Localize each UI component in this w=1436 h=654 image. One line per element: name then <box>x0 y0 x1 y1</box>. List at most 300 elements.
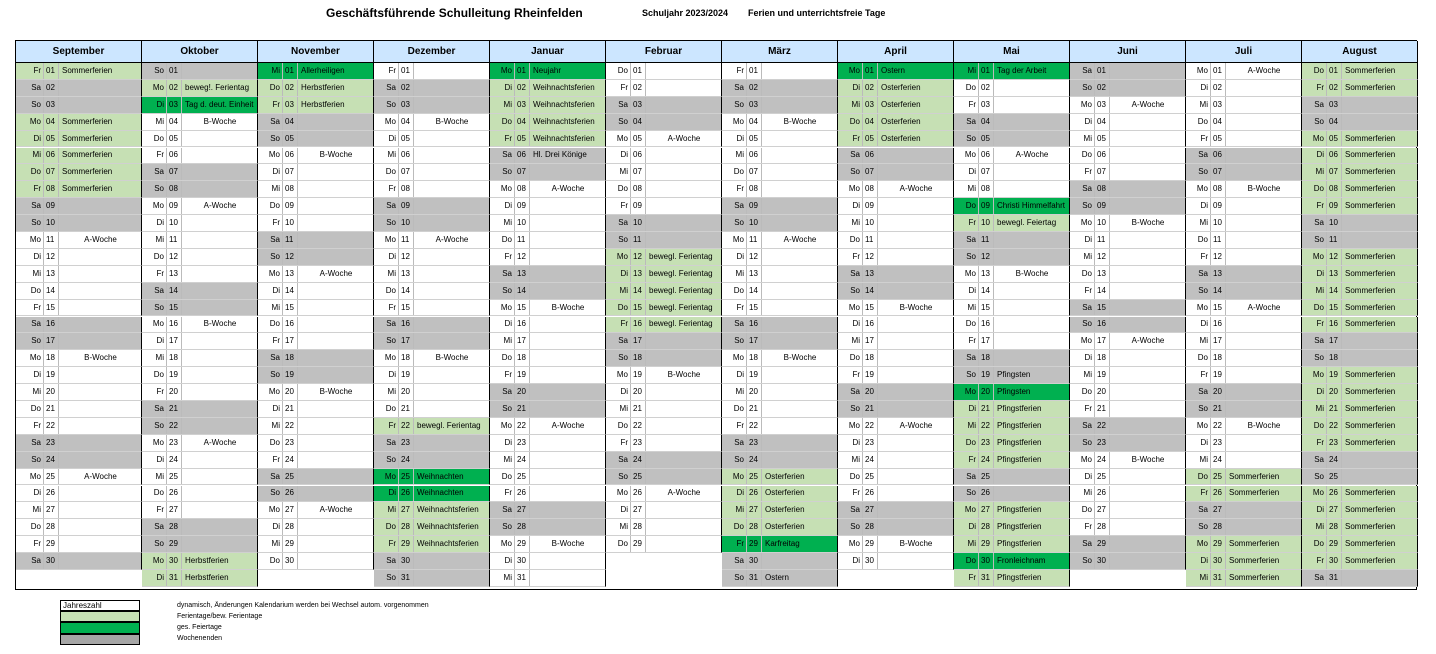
day-number: 01 <box>1210 63 1225 79</box>
day-number: 12 <box>514 249 529 265</box>
day-note <box>1109 502 1186 518</box>
day-note: Karfreitag <box>761 536 838 552</box>
day-cell <box>1070 215 1186 232</box>
day-number: 15 <box>1094 300 1109 316</box>
day-number: 10 <box>282 215 297 231</box>
day-cell <box>374 300 490 317</box>
legend-text-holiday: ges. Feiertage <box>177 624 222 631</box>
day-number: 22 <box>1326 418 1341 434</box>
weekday-label: Do <box>153 488 164 498</box>
day-note <box>1109 401 1186 417</box>
day-cell <box>1070 384 1186 401</box>
day-number: 27 <box>978 502 993 518</box>
day-note <box>761 148 838 164</box>
day-cell <box>606 148 722 165</box>
day-note <box>877 350 954 366</box>
day-number: 21 <box>282 401 297 417</box>
day-note <box>1225 198 1302 214</box>
day-note <box>761 367 838 383</box>
day-note <box>645 164 722 180</box>
day-cell <box>258 469 374 486</box>
weekday-label: Mo <box>964 150 976 160</box>
day-number: 13 <box>1210 266 1225 282</box>
weekday-label: Mi <box>967 539 976 549</box>
day-number: 16 <box>1210 317 1225 333</box>
day-cell <box>142 80 258 97</box>
day-number: 17 <box>978 333 993 349</box>
day-cell <box>16 283 142 300</box>
day-number: 18 <box>282 350 297 366</box>
weekday-label: Di <box>388 251 396 261</box>
day-note <box>529 249 606 265</box>
weekday-label: Di <box>388 133 396 143</box>
weekday-label: Mi <box>851 99 860 109</box>
day-note: Osterferien <box>877 80 954 96</box>
weekday-label: Mo <box>29 471 41 481</box>
weekday-label: Fr <box>1200 133 1208 143</box>
day-note <box>993 486 1070 502</box>
weekday-label: Fr <box>1200 488 1208 498</box>
day-number: 24 <box>398 452 413 468</box>
weekday-label: Mo <box>1196 65 1208 75</box>
day-cell <box>954 418 1070 435</box>
day-note: A-Woche <box>297 502 374 518</box>
day-note <box>1341 232 1418 248</box>
day-cell <box>490 553 606 570</box>
day-number: 22 <box>43 418 58 434</box>
day-number: 06 <box>746 148 761 164</box>
day-note <box>413 181 490 197</box>
day-note <box>413 198 490 214</box>
day-note <box>1225 114 1302 130</box>
day-note <box>58 384 142 400</box>
weekday-label: Sa <box>1198 268 1208 278</box>
weekday-label: Di <box>620 150 628 160</box>
day-cell <box>954 350 1070 367</box>
day-note: Sommerferien <box>58 63 142 79</box>
day-cell <box>606 215 722 232</box>
day-cell <box>722 401 838 418</box>
day-number: 04 <box>630 114 645 130</box>
day-cell <box>606 418 722 435</box>
day-note <box>529 232 606 248</box>
day-number: 04 <box>282 114 297 130</box>
day-note <box>58 435 142 451</box>
weekday-label: Fr <box>1084 403 1092 413</box>
day-cell <box>838 350 954 367</box>
weekday-label: Mi <box>619 522 628 532</box>
day-cell <box>954 384 1070 401</box>
day-number: 25 <box>43 469 58 485</box>
day-cell <box>142 452 258 469</box>
day-note <box>1225 215 1302 231</box>
day-number: 21 <box>978 401 993 417</box>
day-number: 28 <box>1210 519 1225 535</box>
day-cell <box>490 418 606 435</box>
day-note <box>1109 435 1186 451</box>
day-note <box>1109 486 1186 502</box>
day-number: 26 <box>1210 486 1225 502</box>
weekday-label: Mi <box>1199 99 1208 109</box>
day-cell <box>16 536 142 553</box>
day-cell <box>838 131 954 148</box>
day-note: Sommerferien <box>58 164 142 180</box>
day-note: Weihnachtsferien <box>529 114 606 130</box>
day-number: 03 <box>1326 97 1341 113</box>
day-note <box>297 215 374 231</box>
weekday-label: Fr <box>156 387 164 397</box>
day-number: 04 <box>1326 114 1341 130</box>
day-cell <box>142 401 258 418</box>
weekday-label: Fr <box>736 420 744 430</box>
day-note <box>1225 384 1302 400</box>
day-number: 13 <box>978 266 993 282</box>
day-note <box>413 148 490 164</box>
day-note <box>993 469 1070 485</box>
day-note <box>58 266 142 282</box>
day-cell <box>838 148 954 165</box>
day-note: Sommerferien <box>58 114 142 130</box>
weekday-label: Mo <box>1196 302 1208 312</box>
day-number: 23 <box>862 435 877 451</box>
day-note <box>1109 63 1186 79</box>
day-cell <box>490 131 606 148</box>
day-note <box>993 114 1070 130</box>
day-cell <box>490 283 606 300</box>
weekday-label: Di <box>504 437 512 447</box>
day-note <box>58 300 142 316</box>
day-cell <box>1070 350 1186 367</box>
day-note <box>413 570 490 586</box>
day-note <box>877 401 954 417</box>
month-header: April <box>838 41 954 63</box>
weekday-label: Mo <box>964 505 976 515</box>
weekday-label: Mi <box>155 471 164 481</box>
day-number: 01 <box>746 63 761 79</box>
day-cell <box>1302 131 1418 148</box>
weekday-label: Di <box>156 454 164 464</box>
day-number: 01 <box>166 63 181 79</box>
day-cell <box>16 232 142 249</box>
day-note: Sommerferien <box>1225 486 1302 502</box>
day-cell <box>1070 131 1186 148</box>
day-note: B-Woche <box>181 317 258 333</box>
day-cell <box>142 519 258 536</box>
day-number: 01 <box>1326 63 1341 79</box>
day-note <box>761 300 838 316</box>
weekday-label: Do <box>849 353 860 363</box>
day-number: 13 <box>43 266 58 282</box>
day-note: Tag der Arbeit <box>993 63 1070 79</box>
weekday-label: So <box>154 302 164 312</box>
day-note: B-Woche <box>1109 452 1186 468</box>
day-note: Weihnachtsferien <box>529 97 606 113</box>
day-cell <box>606 502 722 519</box>
day-note: Osterferien <box>761 502 838 518</box>
day-cell <box>142 148 258 165</box>
day-cell <box>490 114 606 131</box>
day-cell <box>606 131 722 148</box>
day-cell <box>722 519 838 536</box>
weekday-label: Sa <box>618 454 628 464</box>
day-number: 02 <box>1326 80 1341 96</box>
day-note <box>181 452 258 468</box>
day-number: 21 <box>630 401 645 417</box>
day-note <box>181 486 258 502</box>
day-cell <box>16 317 142 334</box>
day-number: 08 <box>978 181 993 197</box>
day-note <box>877 148 954 164</box>
day-cell <box>1302 469 1418 486</box>
day-number: 28 <box>1094 519 1109 535</box>
day-cell <box>1302 486 1418 503</box>
day-number: 17 <box>43 333 58 349</box>
weekday-label: Mi <box>735 505 744 515</box>
day-cell <box>490 536 606 553</box>
day-note: B-Woche <box>58 350 142 366</box>
day-note <box>877 486 954 502</box>
day-note: B-Woche <box>1109 215 1186 231</box>
day-note <box>181 469 258 485</box>
day-note: A-Woche <box>645 131 722 147</box>
weekday-label: Di <box>272 522 280 532</box>
day-number: 22 <box>398 418 413 434</box>
weekday-label: Fr <box>388 184 396 194</box>
day-note <box>1225 401 1302 417</box>
weekday-label: Mo <box>384 353 396 363</box>
day-cell <box>1186 367 1302 384</box>
day-number: 23 <box>978 435 993 451</box>
day-note <box>877 452 954 468</box>
weekday-label: Mi <box>1083 251 1092 261</box>
weekday-label: Sa <box>1082 302 1092 312</box>
day-cell <box>1186 300 1302 317</box>
day-number: 18 <box>514 350 529 366</box>
day-cell <box>954 80 1070 97</box>
day-cell <box>142 215 258 232</box>
weekday-label: Do <box>1081 505 1092 515</box>
day-note <box>761 317 838 333</box>
day-number: 14 <box>282 283 297 299</box>
day-cell <box>1186 486 1302 503</box>
day-note: B-Woche <box>529 536 606 552</box>
day-cell <box>1186 350 1302 367</box>
school-year: Schuljahr 2023/2024 <box>642 8 729 18</box>
weekday-label: Fr <box>968 336 976 346</box>
day-cell <box>722 384 838 401</box>
day-number: 06 <box>1326 148 1341 164</box>
day-note: Ostern <box>877 63 954 79</box>
day-note: Pfingstferien <box>993 435 1070 451</box>
weekday-label: Sa <box>386 437 396 447</box>
day-number: 25 <box>1326 469 1341 485</box>
day-number: 23 <box>282 435 297 451</box>
day-cell <box>722 215 838 232</box>
weekday-label: Do <box>849 234 860 244</box>
day-number: 11 <box>978 232 993 248</box>
weekday-label: Do <box>1197 471 1208 481</box>
day-cell <box>374 164 490 181</box>
day-number: 10 <box>398 215 413 231</box>
weekday-label: Mo <box>1080 218 1092 228</box>
day-note: A-Woche <box>529 181 606 197</box>
weekday-label: Do <box>1197 353 1208 363</box>
weekday-label: Mo <box>616 251 628 261</box>
day-cell <box>722 283 838 300</box>
day-note: Christi Himmelfahrt <box>993 198 1070 214</box>
day-note <box>58 317 142 333</box>
day-number: 20 <box>862 384 877 400</box>
weekday-label: Do <box>1313 184 1324 194</box>
day-cell <box>258 164 374 181</box>
day-note: Sommerferien <box>1225 570 1302 586</box>
day-cell <box>1070 283 1186 300</box>
day-note <box>297 131 374 147</box>
weekday-label: Fr <box>156 150 164 160</box>
weekday-label: So <box>1314 353 1324 363</box>
day-cell <box>258 148 374 165</box>
weekday-label: Do <box>965 437 976 447</box>
day-cell <box>490 300 606 317</box>
day-cell <box>1302 164 1418 181</box>
weekday-label: Sa <box>850 387 860 397</box>
day-note <box>1225 317 1302 333</box>
day-note <box>761 266 838 282</box>
day-number: 17 <box>630 333 645 349</box>
day-note <box>297 333 374 349</box>
day-cell <box>258 452 374 469</box>
day-cell <box>374 570 490 587</box>
weekday-label: Mo <box>29 116 41 126</box>
day-cell <box>142 266 258 283</box>
weekday-label: So <box>31 99 41 109</box>
day-number: 08 <box>282 181 297 197</box>
day-cell <box>142 232 258 249</box>
day-number: 18 <box>1210 350 1225 366</box>
day-number: 19 <box>746 367 761 383</box>
day-cell <box>606 249 722 266</box>
weekday-label: Sa <box>618 218 628 228</box>
day-note <box>877 384 954 400</box>
day-cell <box>1302 502 1418 519</box>
day-cell <box>374 148 490 165</box>
day-cell <box>722 198 838 215</box>
day-number: 17 <box>398 333 413 349</box>
day-number: 19 <box>1326 367 1341 383</box>
day-cell <box>954 114 1070 131</box>
day-note <box>645 215 722 231</box>
day-cell <box>142 181 258 198</box>
day-number: 25 <box>398 469 413 485</box>
day-note: Weihnachten <box>413 469 490 485</box>
day-cell <box>838 63 954 80</box>
day-cell <box>838 80 954 97</box>
day-cell <box>1186 418 1302 435</box>
day-cell <box>1186 215 1302 232</box>
day-note: B-Woche <box>645 367 722 383</box>
weekday-label: Sa <box>1082 65 1092 75</box>
day-note <box>993 181 1070 197</box>
weekday-label: Fr <box>968 218 976 228</box>
day-number: 01 <box>862 63 877 79</box>
day-cell <box>1186 232 1302 249</box>
day-note <box>1341 469 1418 485</box>
day-number: 03 <box>166 97 181 113</box>
day-cell <box>606 232 722 249</box>
weekday-label: Mi <box>619 167 628 177</box>
day-cell <box>1302 181 1418 198</box>
day-number: 21 <box>514 401 529 417</box>
day-cell <box>142 333 258 350</box>
day-cell <box>838 266 954 283</box>
day-cell <box>490 232 606 249</box>
day-note: A-Woche <box>413 232 490 248</box>
day-note <box>877 215 954 231</box>
weekday-label: So <box>966 251 976 261</box>
day-note <box>1109 283 1186 299</box>
day-number: 14 <box>630 283 645 299</box>
day-cell <box>258 401 374 418</box>
day-note: B-Woche <box>413 114 490 130</box>
day-note <box>645 114 722 130</box>
day-cell <box>838 418 954 435</box>
day-number: 09 <box>166 198 181 214</box>
weekday-label: Mo <box>1312 370 1324 380</box>
weekday-label: Fr <box>1084 167 1092 177</box>
day-note: Sommerferien <box>1341 283 1418 299</box>
day-note <box>297 536 374 552</box>
day-cell <box>954 553 1070 570</box>
day-note: Sommerferien <box>1341 63 1418 79</box>
day-number: 24 <box>630 452 645 468</box>
day-note <box>297 553 374 569</box>
day-number: 20 <box>1094 384 1109 400</box>
day-cell <box>1070 435 1186 452</box>
weekday-label: Mi <box>1199 336 1208 346</box>
day-note <box>1341 114 1418 130</box>
day-number: 23 <box>514 435 529 451</box>
day-note <box>413 266 490 282</box>
weekday-label: Mi <box>1315 167 1324 177</box>
day-number: 14 <box>1094 283 1109 299</box>
day-cell <box>1302 114 1418 131</box>
day-cell <box>258 131 374 148</box>
day-cell <box>1186 519 1302 536</box>
day-number: 19 <box>514 367 529 383</box>
day-number: 14 <box>166 283 181 299</box>
day-cell <box>606 114 722 131</box>
day-note <box>645 148 722 164</box>
day-note <box>761 131 838 147</box>
day-cell <box>258 553 374 570</box>
day-number: 18 <box>166 350 181 366</box>
day-note <box>181 536 258 552</box>
day-cell <box>374 181 490 198</box>
weekday-label: Di <box>1200 319 1208 329</box>
weekday-label: Do <box>1081 387 1092 397</box>
day-number: 05 <box>282 131 297 147</box>
day-note <box>1109 536 1186 552</box>
weekday-label: Mi <box>619 403 628 413</box>
weekday-label: Sa <box>1198 387 1208 397</box>
day-cell <box>1070 249 1186 266</box>
day-cell <box>606 283 722 300</box>
day-note: Sommerferien <box>1341 148 1418 164</box>
day-cell <box>490 333 606 350</box>
day-note <box>993 283 1070 299</box>
day-number: 06 <box>630 148 645 164</box>
page-title: Geschäftsführende Schulleitung Rheinfelden <box>326 6 583 20</box>
